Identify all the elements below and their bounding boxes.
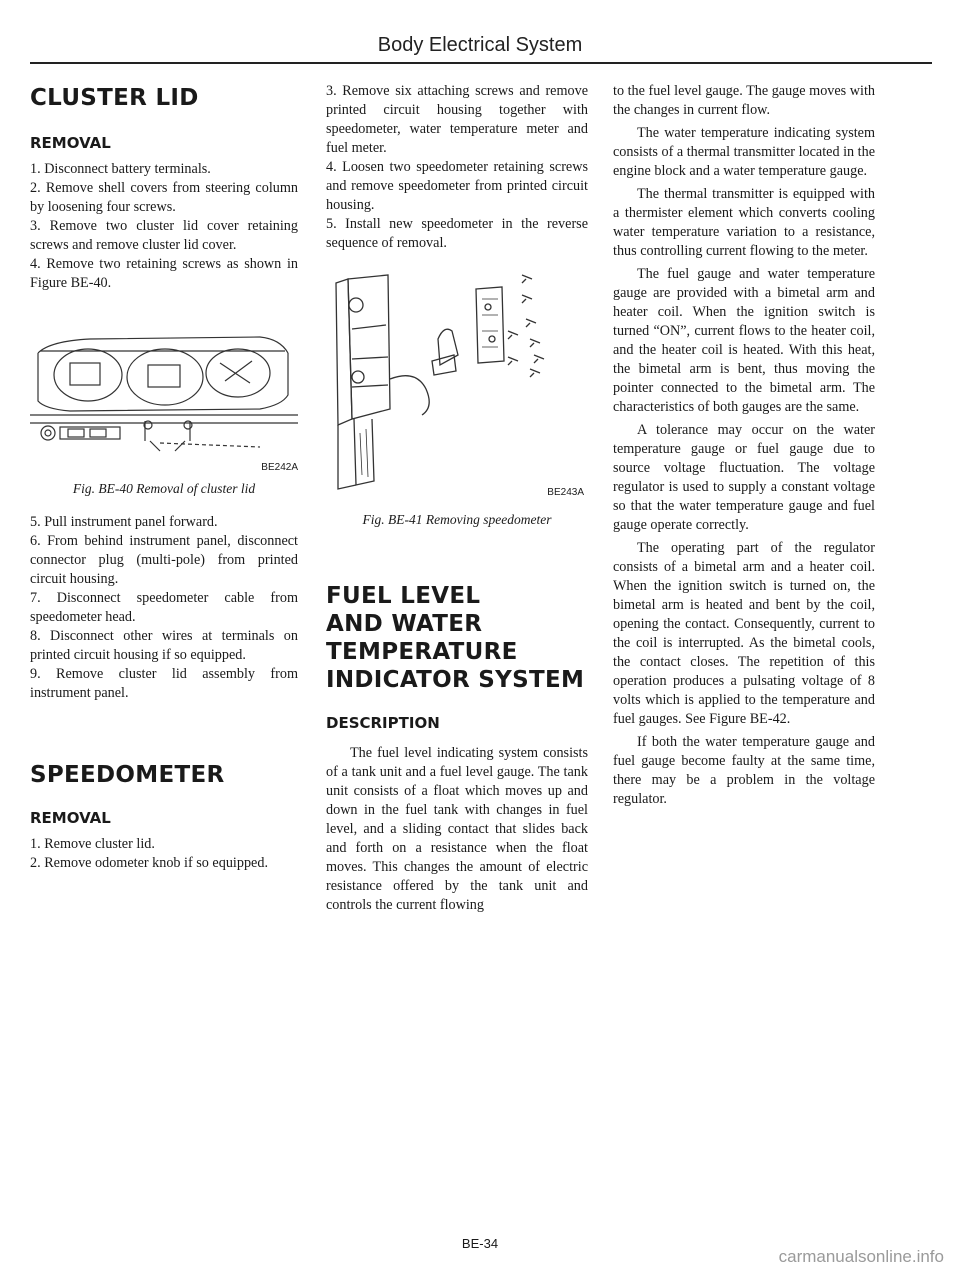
title-line: FUEL LEVEL: [326, 583, 481, 609]
page-header: Body Electrical System: [377, 34, 583, 56]
step: 4. Loosen two speedometer retaining screws and remove speedometer from printed circuit housing.: [326, 159, 588, 213]
paragraph: The fuel gauge and water temperature gauge are provided with a bimetal arm and heater coil. When the ignition switch is turned “ON”, current flows to the heater coil, and the heater coil is heated. With this heat, the bimetal arm is bent, thus moving the pointer connected to the bimetal arm. The characteristics of both gauges are the same.: [613, 266, 875, 415]
step: 1. Disconnect battery terminals.: [30, 161, 211, 177]
paragraph: The thermal transmitter is equipped with a thermister element which converts cooling water temperature variation to a resistance, thus controlling current flowing to the meter.: [613, 186, 875, 259]
figure-caption-be40: Fig. BE-40 Removal of cluster lid: [72, 481, 256, 496]
speedometer-steps: [30, 835, 298, 873]
column-2: [326, 82, 588, 915]
step: 5. Pull instrument panel forward.: [30, 514, 218, 530]
title-line: TEMPERATURE: [326, 639, 518, 665]
removal-steps-b: [30, 513, 298, 703]
figure-caption-be41: Fig. BE-41 Removing speedometer: [362, 512, 552, 527]
paragraph: A tolerance may occur on the water temperature gauge or fuel gauge due to source voltage fluctuation. The voltage regulator is used to supply a constant voltage so that the water temperature gauge and fuel gauge operate correctly.: [613, 422, 875, 533]
removal-steps-a: [30, 160, 298, 293]
figure-code-be243a: BE243A: [547, 487, 584, 498]
paragraph: If both the water temperature gauge and fuel gauge become faulty at the same time, there may be a problem in the voltage regulator.: [613, 734, 875, 807]
figure-be40-cluster-lid: [30, 323, 298, 458]
step: 4. Remove two retaining screws as shown in Figure BE-40.: [30, 256, 298, 291]
column-1: [30, 82, 298, 873]
speedometer-steps-cont: [326, 82, 588, 253]
step: 9. Remove cluster lid assembly from instrument panel.: [30, 666, 298, 701]
step: 2. Remove shell covers from steering column by loosening four screws.: [30, 180, 298, 215]
section-title-cluster-lid: CLUSTER LID: [30, 85, 199, 111]
step: 2. Remove odometer knob if so equipped.: [30, 855, 268, 871]
paragraph: The operating part of the regulator consists of a bimetal arm and a heater coil. When the ignition switch is turned on, the bimetal arm is heated and bent by the coil, opening the contact. Consequently, current to the coil is interrupted. As the bimetal cools, the contact closes. The repetition of this operation produces a pulsating voltage of 8 volts which is applied to the temperature and fuel gauges. See Figure BE-42.: [613, 540, 875, 727]
watermark: carmanualsonline.info: [778, 1247, 944, 1266]
column-3: [613, 82, 875, 809]
description-paragraph: The fuel level indicating system consists of a tank unit and a fuel level gauge. The tank unit consists of a float which moves up and down in the fuel tank with changes in fuel level, and a sliding contact that slides back and forth on a resistance when the float moves. This changes the amount of electric resistance offered by the tank unit and controls the current flowing: [326, 745, 588, 913]
step: 3. Remove two cluster lid cover retaining screws and remove cluster lid cover.: [30, 218, 298, 253]
header-rule: [30, 62, 932, 64]
section-title-fuel-level: [326, 582, 588, 694]
figure-be41-removing-speedometer: [326, 269, 566, 499]
step: 5. Install new speedometer in the reverse sequence of removal.: [326, 216, 588, 251]
title-line: INDICATOR SYSTEM: [326, 667, 585, 693]
step: 3. Remove six attaching screws and remove printed circuit housing together with speedometer, water temperature meter and fuel meter.: [326, 83, 588, 156]
section-title-speedometer: SPEEDOMETER: [30, 762, 225, 788]
figure-code-be242a: BE242A: [261, 462, 298, 473]
page-number: BE-34: [461, 1236, 499, 1251]
title-line: AND WATER: [326, 611, 483, 637]
speedometer-removal-heading: REMOVAL: [30, 809, 111, 827]
step: 6. From behind instrument panel, disconnect connector plug (multi-pole) from printed circuit housing.: [30, 533, 298, 587]
step: 7. Disconnect speedometer cable from speedometer head.: [30, 590, 298, 625]
description-heading: DESCRIPTION: [326, 714, 440, 732]
step: 8. Disconnect other wires at terminals on printed circuit housing if so equipped.: [30, 628, 298, 663]
paragraph: The water temperature indicating system consists of a thermal transmitter located in the engine block and a water temperature gauge.: [613, 125, 875, 179]
paragraph: to the fuel level gauge. The gauge moves with the changes in current flow.: [613, 83, 875, 118]
removal-heading: REMOVAL: [30, 134, 111, 152]
step: 1. Remove cluster lid.: [30, 836, 155, 852]
